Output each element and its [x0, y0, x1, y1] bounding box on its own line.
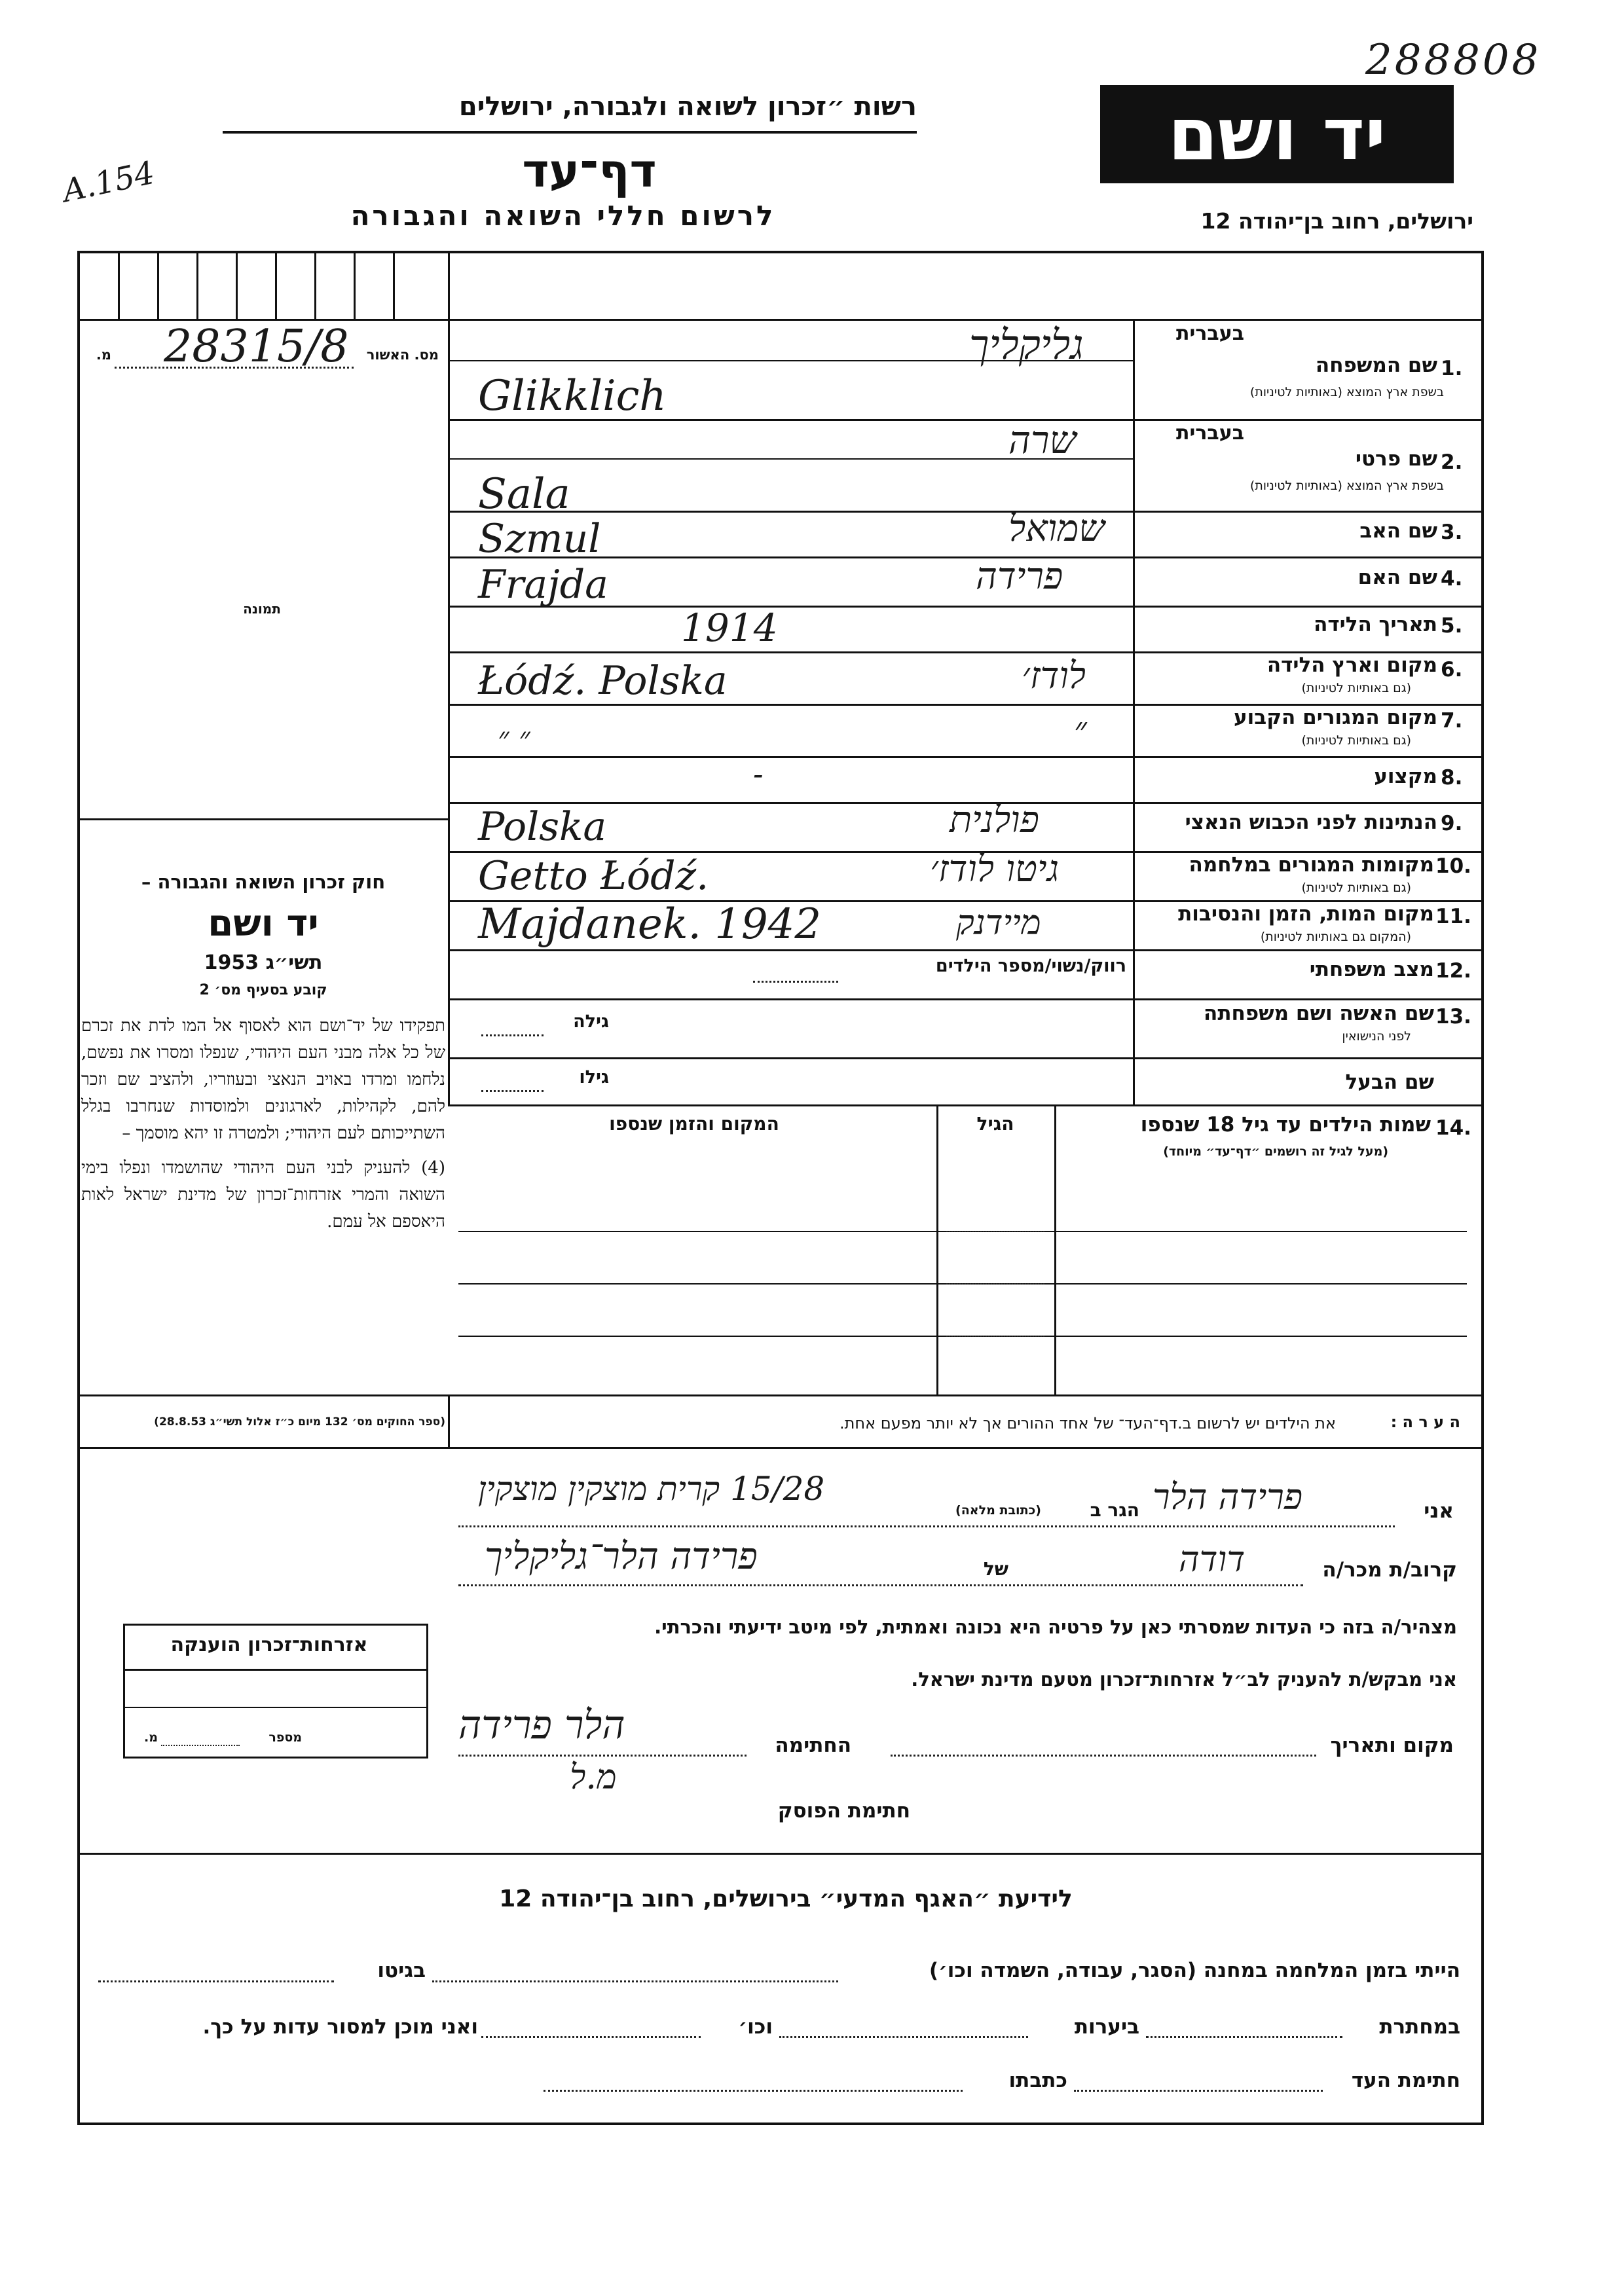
children-number: 14.: [1435, 1116, 1471, 1140]
archive-number: 288808: [1365, 36, 1541, 84]
field-1-label: שם המשפחה: [1315, 354, 1437, 377]
field-4-latin: Frajda: [478, 562, 608, 608]
field-12-label: מצב משפחתי: [1309, 958, 1434, 981]
children-sub: (מעל לגיל זה רושמים ״דף־עד״ מיוחד): [1163, 1144, 1388, 1159]
official-signature-label: חתימת הפוסק: [777, 1799, 910, 1823]
field-11-latin: Majdanek. 1942: [478, 900, 822, 949]
margin-note: A.154: [59, 154, 158, 210]
certificate-box: [123, 1624, 428, 1758]
declaration-of: של: [983, 1558, 1008, 1580]
bottom-title: לידיעת ״האגף המדעי״ בירושלים, רחוב בן־יהודה 12: [499, 1886, 1073, 1912]
field-2-number: 2.: [1441, 450, 1463, 474]
field-2-tag: בעברית: [1176, 422, 1244, 445]
children-col-age: הגיל: [976, 1113, 1014, 1135]
children-label: שמות הילדים עד גיל 18 שנספו: [1140, 1113, 1431, 1137]
certificate-num-label: מספר: [268, 1730, 302, 1745]
bottom-witness-signature-label: חתימת העד: [1351, 2069, 1460, 2092]
field-5-latin: 1914: [681, 606, 778, 650]
declaration-request: אני מבקש/ת להעניק לב״ל אזרחות־זכרון מטעם מדינת ישראל.: [911, 1668, 1457, 1690]
signature-label: החתימה: [775, 1734, 851, 1757]
field-5-number: 5.: [1441, 614, 1463, 638]
declaration-lives-in: הגר ב: [1090, 1499, 1139, 1521]
form-title: דף־עד: [522, 144, 657, 198]
note-label: ה ע ר ה :: [1390, 1413, 1460, 1431]
field-12-inline: רווק/נשוי/מספר הילדים: [935, 956, 1126, 976]
field-11-hebrew: מיידנק: [956, 903, 1041, 943]
field-2-label: שם פרטי: [1355, 447, 1437, 471]
bottom-testimony-label: ואני מוכן למסור עדות על כך.: [202, 2015, 478, 2039]
logo: [1100, 85, 1454, 183]
law-year: תשי״ג 1953: [204, 951, 323, 974]
children-col-place: המקום והזמן שנספו: [609, 1113, 779, 1135]
field-1-sub: בשפת ארץ המוצא (באותיות לטיניות): [1249, 385, 1444, 399]
field-13-number: 13.: [1435, 1005, 1471, 1029]
field-11-label: מקום המות, הזמן והנסיבות: [1178, 902, 1434, 926]
field-8-latin: -: [753, 756, 764, 792]
law-title: חוק זכרון השואה והגבורה –: [141, 871, 386, 893]
declaration-address: 15/28 קרית מוצקין מוצקין: [478, 1470, 825, 1508]
law-body-1: תפקידו של יד־ושם הוא לאסוף אל המו לדת את זכרם של כל אלה מבני העם היהודי, שנפלו ומסרו את נפשם, נלחמו ומרדו באויב הנאצי ובעוזריו, ולהציב שם וזכר להם, לקהילות, לארגונים ולמוסדות שנחרבו בגלל השתייכותם לעם היהודי; ולמטרה זו יהא מוסמך –: [81, 1016, 445, 1143]
field-4-hebrew: פרידה: [976, 555, 1063, 598]
serial-label: מס. האשור: [366, 347, 439, 363]
field-1-number: 1.: [1441, 357, 1463, 380]
signature: הלר פרידה: [458, 1702, 625, 1748]
field-6-latin: Łódź. Polska: [478, 658, 728, 704]
bottom-ghetto-label: בגיטו: [377, 1959, 426, 1982]
bottom-forests-label: ביערות: [1074, 2015, 1139, 2039]
field-1-tag: בעברית: [1176, 322, 1244, 345]
field-7-label: מקום המגורים הקבוע: [1234, 706, 1437, 729]
law-clause: קובע בסעיף מס׳ 2: [199, 982, 327, 998]
declaration-prefix: אני: [1424, 1499, 1454, 1523]
certificate-title: אזרחות־זכרון הוענקה: [170, 1633, 368, 1656]
field-3-latin: Szmul: [478, 516, 601, 562]
field-12-number: 12.: [1435, 959, 1471, 983]
field-10-latin: Getto Łódź.: [478, 853, 709, 899]
declaration-relation: דודה: [1179, 1539, 1246, 1580]
field-11-sub: (המקום גם באותיות לטיניות): [1260, 930, 1411, 944]
field-8-label: מקצוע: [1374, 765, 1437, 788]
field-8-number: 8.: [1441, 766, 1463, 790]
field-10-label: מקומות המגורים במלחמה: [1189, 853, 1434, 877]
husband-age-label: גילו: [579, 1067, 609, 1087]
field-6-label: מקום וארץ הלידה: [1266, 653, 1437, 677]
field-7-hebrew: ״: [1074, 710, 1087, 750]
field-9-label: הנתינות לפני הכבוש הנאצי: [1185, 811, 1437, 834]
field-2-sub: בשפת ארץ המוצא (באותיות לטיניות): [1249, 479, 1444, 493]
field-5-label: תאריך הלידה: [1314, 613, 1437, 636]
field-10-hebrew: גיטו לודז׳: [930, 848, 1060, 890]
law-name: יד ושם: [208, 902, 319, 945]
note-text: את הילדים יש לרשום ב.דף־העד־ של אחד ההורים אך לא יותר מפעם אחת.: [840, 1414, 1336, 1432]
field-3-hebrew: שמואל: [1008, 507, 1105, 550]
field-9-hebrew: פולנית: [950, 799, 1039, 841]
field-11-number: 11.: [1435, 905, 1471, 928]
field-6-number: 6.: [1441, 658, 1463, 682]
declaration-name: פרידה הלר: [1153, 1476, 1303, 1518]
field-13-label: שם האשה ושם משפחתה: [1204, 1002, 1434, 1025]
form-subtitle: לרשום חללי השואה והגבורה: [350, 200, 776, 232]
field-3-label: שם האב: [1359, 519, 1437, 543]
field-7-number: 7.: [1441, 709, 1463, 733]
field-10-number: 10.: [1435, 854, 1471, 878]
field-13-age-label: גילה: [573, 1011, 609, 1032]
declaration-statement: מצהיר/ה בזה כי העדות שמסרתי כאן על פרטיה היא נכונה ואמתית, לפי מיטב ידיעתי והכרתי.: [654, 1616, 1457, 1638]
declaration-subject: פרידה הלר־גליקליך: [485, 1535, 758, 1578]
address: ירושלים, רחוב בן־יהודה 12: [1200, 208, 1473, 234]
field-2-hebrew: שרה: [1008, 418, 1077, 462]
field-4-number: 4.: [1441, 567, 1463, 591]
logo-text: יד ושם: [1168, 92, 1386, 176]
certificate-num-prefix: מ.: [144, 1730, 158, 1745]
field-2-latin: Sala: [478, 470, 570, 519]
bottom-underground-label: במחתרת: [1379, 2015, 1460, 2039]
field-1-hebrew: גליקליך: [969, 321, 1084, 369]
husband-label: שם הבעל: [1345, 1070, 1434, 1094]
declaration-address-label: (כתובת מלאה): [955, 1503, 1041, 1518]
field-7-sub: (גם באותיות לטיניות): [1301, 733, 1411, 748]
field-4-label: שם האם: [1357, 566, 1437, 589]
photo-label: תמונה: [243, 601, 281, 617]
serial-value: 28315/8: [164, 321, 349, 373]
field-9-latin: Polska: [478, 804, 607, 850]
official-signature: מ.ל: [570, 1758, 617, 1797]
law-panel: [81, 871, 445, 1235]
field-6-hebrew: לודז׳: [1022, 655, 1086, 697]
declaration-relation-label: קרוב/ת מכר/ה: [1322, 1558, 1457, 1582]
serial-num-label: מ.: [96, 347, 111, 363]
field-10-sub: (גם באותיות לטיניות): [1301, 881, 1411, 895]
bottom-camp-label: הייתי בזמן המלחמה במחנה (הסגר, עבודה, השמדה וכו׳): [929, 1959, 1460, 1982]
authority-name: רשות ״זכרון לשואה ולגבורה, ירושלים: [458, 92, 917, 122]
law-source: (ספר החוקים מס׳ 132 מיום כ״ז אלול תשי״ג 28.8.53): [154, 1415, 445, 1429]
bottom-address-label: כתבתו: [1008, 2069, 1067, 2092]
field-1-latin: Glikklich: [478, 372, 667, 420]
field-3-number: 3.: [1441, 520, 1463, 544]
bottom-etc-label: וכו׳: [738, 2015, 773, 2039]
field-6-sub: (גם באותיות לטיניות): [1301, 681, 1411, 695]
field-7-latin: ״ ״: [498, 720, 530, 756]
field-9-number: 9.: [1441, 812, 1463, 835]
field-13-sub: לפני הנישואין: [1342, 1029, 1411, 1044]
place-date-label: מקום ותאריך: [1330, 1734, 1454, 1757]
law-body-2: (4) להעניק לבני העם היהודי שהושמדו ונפלו בימי השואה והמרי אזרחות־זכרון של מדינת ישראל לאות היאספם אל עמם.: [81, 1158, 445, 1231]
